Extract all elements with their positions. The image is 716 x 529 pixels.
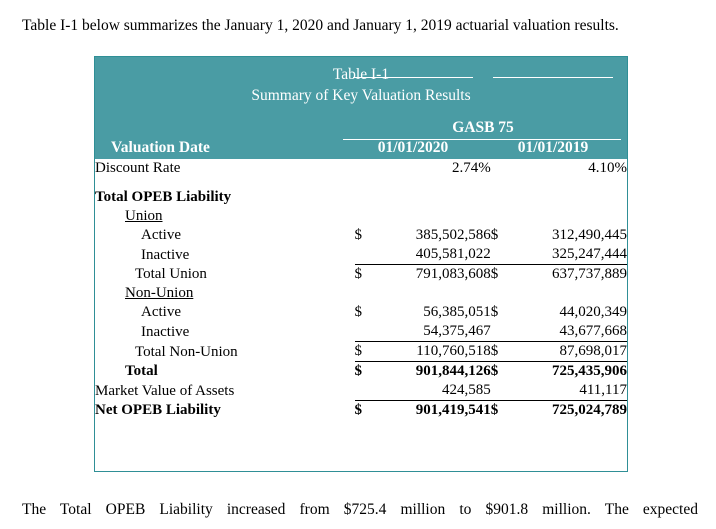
spacer-row bbox=[95, 178, 627, 188]
row-currency-2020 bbox=[355, 284, 370, 303]
row-label: Total bbox=[125, 363, 158, 379]
row-currency-2020 bbox=[355, 207, 370, 226]
row-currency-2019: $ bbox=[491, 362, 506, 382]
row-label-wrap bbox=[95, 322, 355, 342]
row-currency-2019: $ bbox=[491, 342, 506, 362]
row-value-2020 bbox=[370, 188, 491, 207]
row-value-2020: 791,083,608 bbox=[370, 265, 491, 285]
row-label-wrap bbox=[95, 362, 355, 382]
intro-paragraph: Table I-1 below summarizes the January 1, 2020 and January 1, 2019 actuarial valuation results. bbox=[22, 17, 619, 34]
row-currency-2019 bbox=[491, 381, 506, 401]
row-value-2019: 44,020,349 bbox=[559, 304, 627, 320]
table-title-line1: Table I-1 bbox=[332, 66, 390, 83]
table-title-line2: Summary of Key Valuation Results bbox=[251, 86, 471, 104]
row-value-2019: 637,737,889 bbox=[506, 265, 627, 285]
table-row bbox=[95, 322, 627, 342]
row-currency-2019 bbox=[491, 245, 506, 265]
row-currency-2020: $ bbox=[354, 227, 362, 243]
table-row bbox=[95, 303, 627, 322]
row-value-2019 bbox=[506, 188, 627, 207]
table-row bbox=[95, 401, 627, 421]
valuation-results-table bbox=[94, 56, 628, 472]
row-value-2019: 725,435,906 bbox=[506, 362, 627, 382]
table-row bbox=[95, 362, 627, 382]
row-currency-2019: $ bbox=[490, 304, 499, 320]
row-value-2020: 56,385,051 bbox=[423, 304, 491, 320]
row-currency-2020 bbox=[355, 322, 370, 342]
row-label-header: Valuation Date bbox=[111, 139, 210, 156]
column-header-2019: 01/01/2019 bbox=[517, 139, 589, 156]
row-value-2019: 325,247,444 bbox=[552, 246, 627, 262]
table-body bbox=[95, 159, 627, 420]
row-label: Market Value of Assets bbox=[95, 382, 235, 399]
row-value-2019: 312,490,445 bbox=[552, 227, 627, 243]
row-label: Net OPEB Liability bbox=[95, 402, 221, 418]
row-label-wrap bbox=[95, 265, 355, 285]
row-label-wrap bbox=[95, 303, 355, 322]
row-label-wrap bbox=[95, 284, 355, 303]
table-row bbox=[95, 342, 627, 362]
row-currency-2020: $ bbox=[355, 362, 370, 382]
row-currency-2019 bbox=[491, 284, 506, 303]
row-value-2020: 405,581,022 bbox=[415, 246, 491, 262]
row-value-2020: 901,844,126 bbox=[370, 362, 491, 382]
table-row bbox=[95, 188, 627, 207]
row-currency-2020: $ bbox=[355, 401, 370, 421]
row-label-wrap bbox=[95, 342, 355, 362]
column-header-row bbox=[95, 139, 627, 159]
table-title bbox=[95, 65, 627, 107]
row-label: Inactive bbox=[141, 323, 190, 340]
row-label: Inactive bbox=[141, 246, 190, 263]
row-value-2019: 725,024,789 bbox=[506, 401, 627, 421]
table-header bbox=[95, 57, 627, 159]
row-currency-2019 bbox=[491, 207, 506, 226]
column-header-rule-2 bbox=[493, 77, 613, 78]
row-currency-2019 bbox=[491, 159, 506, 178]
table-row bbox=[95, 265, 627, 285]
table-row bbox=[95, 226, 627, 245]
column-header-2020: 01/01/2020 bbox=[377, 139, 449, 156]
row-value-2019: 4.10% bbox=[588, 160, 627, 176]
row-label: Non-Union bbox=[125, 285, 194, 301]
row-value-2019: 43,677,668 bbox=[559, 323, 627, 339]
row-label-wrap bbox=[95, 207, 355, 226]
row-currency-2020 bbox=[355, 381, 370, 401]
row-label: Total Non-Union bbox=[135, 343, 238, 360]
row-currency-2020 bbox=[355, 188, 370, 207]
row-label: Total OPEB Liability bbox=[95, 189, 232, 205]
row-value-2020: 2.74% bbox=[451, 160, 491, 176]
row-label-wrap bbox=[95, 245, 355, 265]
table-row bbox=[95, 381, 627, 401]
row-value-2019: 87,698,017 bbox=[506, 342, 627, 362]
row-currency-2020 bbox=[355, 245, 370, 265]
row-currency-2019 bbox=[491, 322, 506, 342]
row-currency-2020: $ bbox=[355, 342, 370, 362]
row-value-2019: 411,117 bbox=[579, 382, 627, 398]
row-value-2020 bbox=[370, 284, 491, 303]
table-row bbox=[95, 245, 627, 265]
row-label: Total Union bbox=[135, 266, 207, 282]
row-value-2020: 54,375,467 bbox=[423, 323, 491, 339]
group-header-label: GASB 75 bbox=[452, 119, 514, 136]
column-header-rule-1 bbox=[353, 77, 473, 78]
row-label: Discount Rate bbox=[95, 160, 181, 176]
row-currency-2020: $ bbox=[354, 304, 362, 320]
row-currency-2019: $ bbox=[491, 265, 506, 285]
row-currency-2020: $ bbox=[355, 265, 370, 285]
row-value-2019 bbox=[506, 284, 627, 303]
row-label: Active bbox=[141, 304, 181, 320]
closing-paragraph: The Total OPEB Liability increased from $725.4 million to $901.8 million. The expected bbox=[22, 501, 698, 518]
row-value-2020 bbox=[370, 207, 491, 226]
row-value-2020: 901,419,541 bbox=[370, 401, 491, 421]
row-currency-2019: $ bbox=[491, 401, 506, 421]
table-row bbox=[95, 207, 627, 226]
row-currency-2019 bbox=[491, 188, 506, 207]
data-grid bbox=[95, 159, 627, 420]
row-value-2020: 385,502,586 bbox=[415, 227, 491, 243]
table-row bbox=[95, 159, 627, 178]
row-value-2019 bbox=[506, 207, 627, 226]
row-currency-2020 bbox=[355, 159, 370, 178]
row-label-wrap bbox=[95, 226, 355, 245]
group-header-row bbox=[95, 119, 627, 141]
row-currency-2019: $ bbox=[490, 227, 499, 243]
row-label: Union bbox=[125, 208, 163, 224]
row-value-2020: 110,760,518 bbox=[370, 342, 491, 362]
table-row bbox=[95, 284, 627, 303]
row-label: Active bbox=[141, 227, 181, 243]
row-value-2020: 424,585 bbox=[441, 382, 491, 398]
